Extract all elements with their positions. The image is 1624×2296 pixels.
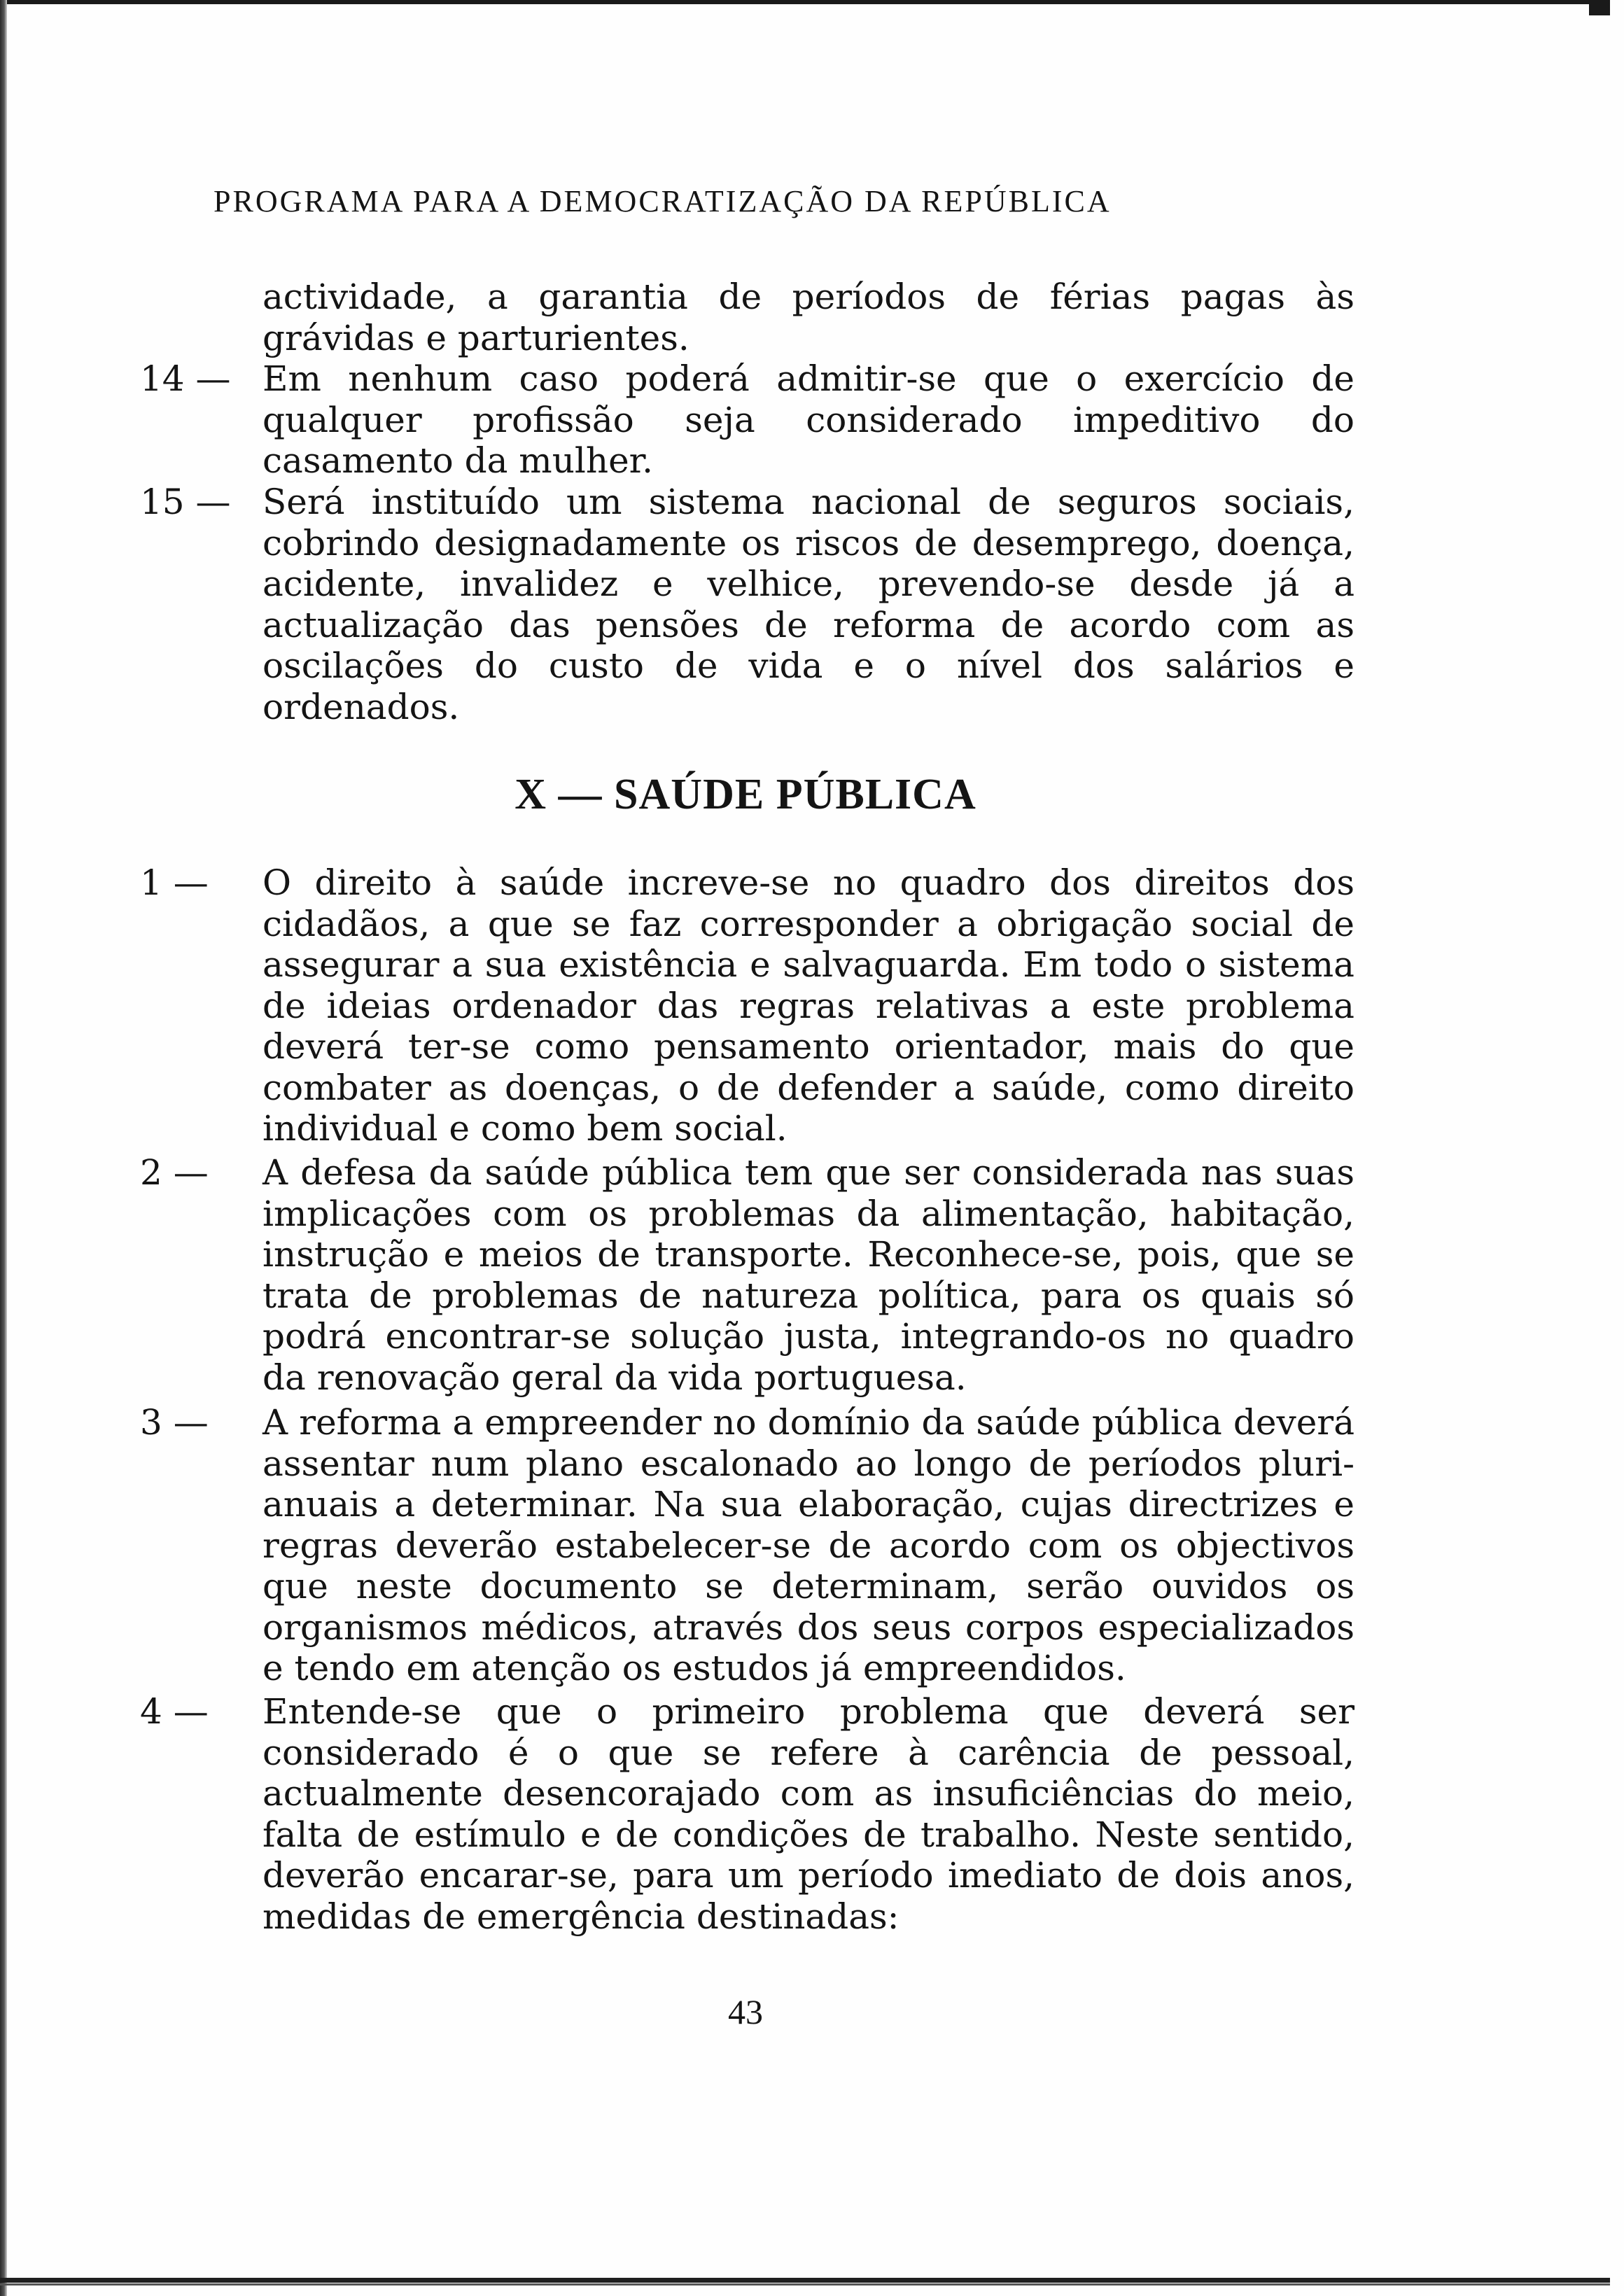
- list-item-1: [140, 862, 1354, 1149]
- item-text: A defesa da saúde pública tem que ser considerada nas suas implicações com os problemas da alimentação, habitação, instrução e meios de transporte. Reconhece-se, pois, que se trata de problemas de natureza política, para os quais só podrá encontrar-se solução justa, integrando-os no quadro da renovação geral da vida portuguesa.: [262, 1152, 1354, 1398]
- item-number: 4 —: [140, 1691, 209, 1732]
- scan-border-bottom: [0, 2278, 1610, 2283]
- item-number: 1 —: [140, 862, 209, 903]
- list-item-15: [140, 482, 1354, 727]
- item-number: 15 —: [140, 482, 231, 522]
- continuation-paragraph: [262, 276, 1354, 358]
- scan-border-top: [0, 0, 1610, 4]
- list-item-4: [140, 1691, 1354, 1937]
- item-number: 14 —: [140, 358, 231, 399]
- list-item-14: [140, 358, 1354, 482]
- item-number: 2 —: [140, 1152, 209, 1193]
- list-item-2: [140, 1152, 1354, 1398]
- scan-border-bottom-line: [0, 2283, 1610, 2286]
- running-head: PROGRAMA PARA A DEMOCRATIZAÇÃO DA REPÚBLICA: [214, 184, 1112, 218]
- item-text: Entende-se que o primeiro problema que deverá ser considerado é o que se refere à carência de pessoal, actualmente desencorajado com as insuficiências do meio, falta de estímulo e de condições de trabalho. Neste sentido, deverão encarar-se, para um período imediato de dois anos, medidas de emergência destinadas:: [262, 1691, 1354, 1937]
- scan-border-left: [0, 0, 7, 2296]
- section-title: X — SAÚDE PÚBLICA: [514, 771, 976, 818]
- item-text: Será instituído um sistema nacional de seguros sociais, cobrindo designadamente os riscos de desemprego, doença, acidente, invalidez e velhice, prevendo-se desde já a actualização das pensões de reforma de acordo com as oscilações do custo de vida e o nível dos salários e ordenados.: [262, 482, 1354, 727]
- item-text: O direito à saúde increve-se no quadro dos direitos dos cidadãos, a que se faz corresponder a obrigação social de assegurar a sua existência e salvaguarda. Em todo o sistema de ideias ordenador das regras relativas a este problema deverá ter-se como pensamento orientador, mais do que combater as doenças, o de defender a saúde, como direito individual e como bem social.: [262, 862, 1354, 1149]
- item-text: A reforma a empreender no domínio da saúde pública deverá assentar num plano escalonado ao longo de períodos pluri-anuais a determinar. Na sua elaboração, cujas directrizes e regras deverão estabelecer-se de acordo com os objectivos que neste documento se determinam, serão ouvidos os organismos médicos, através dos seus corpos especializados e tendo em atenção os estudos já empreendidos.: [262, 1402, 1354, 1688]
- continuation-text: actividade, a garantia de períodos de férias pagas às grávidas e parturientes.: [262, 276, 1354, 358]
- item-text: Em nenhum caso poderá admitir-se que o exercício de qualquer profissão seja considerado impeditivo do casamento da mulher.: [262, 358, 1354, 481]
- page-number: 43: [728, 1992, 763, 2031]
- item-number: 3 —: [140, 1402, 209, 1443]
- scan-border-mark: [1589, 0, 1610, 15]
- list-item-3: [140, 1402, 1354, 1689]
